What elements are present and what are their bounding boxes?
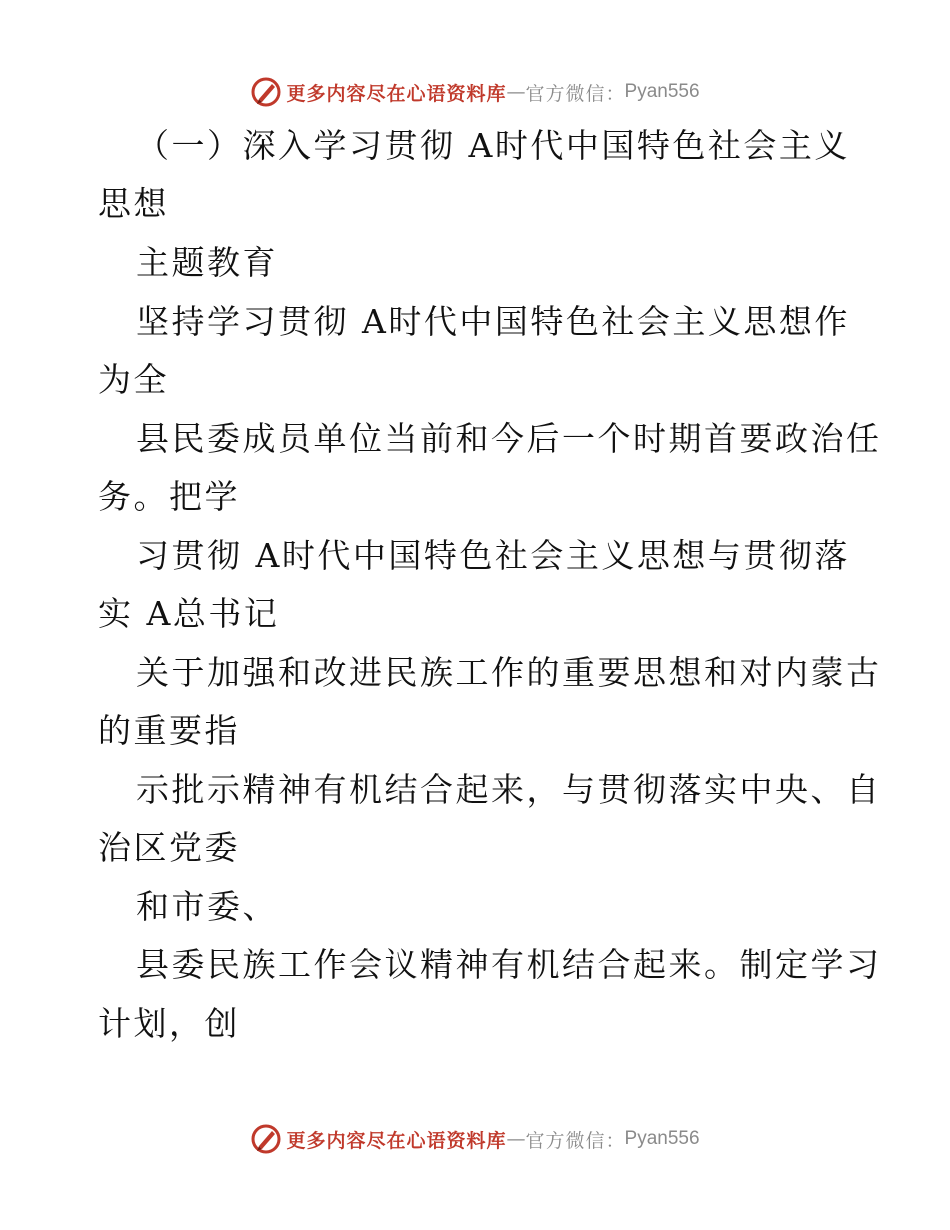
banner-main-text: 更多内容尽在心语资料库 (286, 1129, 507, 1152)
text-line: 示批示精神有机结合起来，与贯彻落实中央、自 (136, 770, 882, 809)
banner-main-text: 更多内容尽在心语资料库 (286, 82, 507, 105)
text-line: 思想 (98, 184, 169, 223)
text-line: 实 A总书记 (98, 594, 280, 633)
banner-dash: — (506, 81, 526, 103)
text-line: 主题教育 (136, 243, 278, 282)
header-banner (0, 72, 950, 112)
banner-wechat-id: Pyan556 (624, 81, 700, 102)
text-line: 计划，创 (98, 1004, 240, 1043)
text-line: 的重要指 (98, 711, 240, 750)
text-line: 习贯彻 A时代中国特色社会主义思想与贯彻落 (136, 536, 850, 575)
text-line: 和市委、 (136, 887, 278, 926)
banner-wechat-id: Pyan556 (624, 1128, 700, 1149)
pen-circle-logo-icon (250, 76, 282, 108)
text-line: 为全 (98, 360, 169, 399)
banner-separator: ： (605, 82, 625, 105)
text-line: 县委民族工作会议精神有机结合起来。制定学习 (136, 945, 882, 984)
text-line: 关于加强和改进民族工作的重要思想和对内蒙古 (136, 653, 882, 692)
banner-label: 官方微信 (525, 82, 606, 105)
text-line: 务。把学 (98, 477, 240, 516)
banner-dash: — (506, 1128, 526, 1150)
text-line: （一）深入学习贯彻 A时代中国特色社会主义 (136, 126, 850, 165)
footer-banner (0, 1119, 950, 1159)
text-line: 治区党委 (98, 828, 240, 867)
text-line: 坚持学习贯彻 A时代中国特色社会主义思想作 (136, 302, 850, 341)
pen-circle-logo-icon (250, 1123, 282, 1155)
text-line: 县民委成员单位当前和今后一个时期首要政治任 (136, 419, 882, 458)
banner-label: 官方微信 (525, 1129, 606, 1152)
banner-separator: ： (605, 1129, 625, 1152)
